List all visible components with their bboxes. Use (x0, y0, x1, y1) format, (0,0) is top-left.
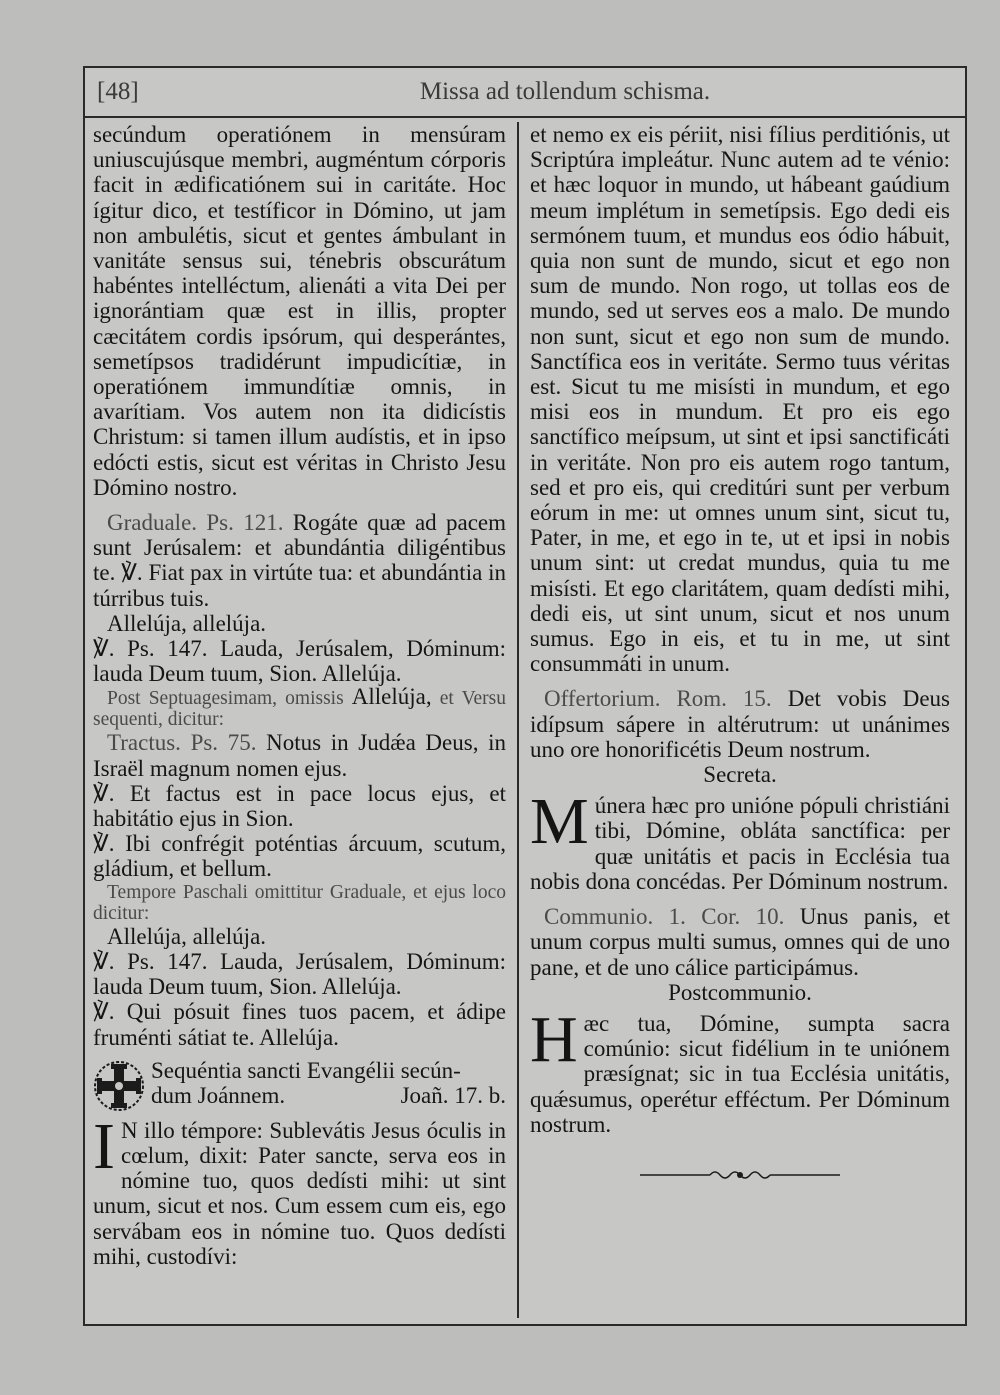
alleluia-verse: ℣. Ps. 147. Lauda, Jerúsalem, Dóminum: lauda Deum tuum, Sion. Allelúja. (93, 636, 506, 687)
secreta-dropcap: M (530, 785, 589, 859)
postcommunio-block (530, 1002, 950, 1137)
gospel-heading-line-2: dum Joánnem. (151, 1082, 286, 1108)
gospel-heading-line-2-row (151, 1083, 506, 1108)
running-head (85, 68, 965, 118)
rubric-septuagesima-c: et Versu sequenti, dicitur: (93, 688, 506, 731)
rubric-paschal: Tempore Paschali omittitur Graduale, et ejus loco dicitur: (93, 881, 506, 924)
communio-label: Communio. 1. Cor. 10. (544, 904, 785, 930)
column-divider (517, 122, 519, 1318)
gospel-citation: Joañ. 17. b. (400, 1082, 506, 1108)
offertorium (530, 686, 950, 762)
tractus-versicle-1: ℣. Et factus est in pace locus ejus, et habitátio ejus in Sion. (93, 780, 506, 832)
gospel-heading-line-1: Sequéntia sancti Evangélii secún- (151, 1057, 461, 1083)
alleluia-paschal-verse-2: ℣. Qui pósuit fines tuos pacem, et ádipe fruménti sátiat te. Allelúja. (93, 999, 506, 1050)
graduale-versicle: ℣. Fiat pax in virtúte tua: et abundántia in túrribus tuis. (93, 560, 506, 611)
gospel-text-block (93, 1109, 506, 1269)
secreta-block (530, 785, 950, 894)
alleluia-paschal: Allelúja, allelúja. (107, 923, 267, 949)
tractus-text: Notus in Judǽa Deus, in Israël magnum nomen ejus. (93, 730, 506, 781)
rubric-septuagesima-a: Post Septuagesimam, omissis (107, 688, 344, 710)
gospel-dropcap: I (93, 1109, 115, 1183)
left-column (93, 122, 506, 1269)
alleluia-paschal-verse-1: ℣. Ps. 147. Lauda, Jerúsalem, Dóminum: lauda Deum tuum, Sion. Allelúja. (93, 948, 506, 1000)
gospel-text: N illo témpore: Sublevátis Jesus óculis in cœlum, dixit: Pater sancte, serva eos in nómine tuo, quos dedísti mihi: ut sint unum, sicut et nos. Cum essem cum eis, ego servábam eos in nómine tuo. Quos dedísti mihi, custodívi: (93, 1117, 506, 1269)
running-title: Missa ad tollendum schisma. (419, 78, 711, 105)
end-ornament (530, 1163, 950, 1188)
alleluia: Allelúja, allelúja. (107, 610, 267, 636)
secreta-text: únera hæc pro unióne pópuli christiáni tibi, Dómine, obláta sanctífica: per quæ unitátis et pacis in Ecclésia tua nobis dona concédas. Per Dóminum nostrum. (530, 793, 950, 894)
tractus-label: Tractus. Ps. 75. (107, 730, 257, 756)
offertorium-label: Offertorium. Rom. 15. (544, 686, 772, 712)
offertorium-text: Det vobis Deus idípsum sápere in altérutrum: ut unánimes uno ore honorificétis Deum nostrum. (530, 686, 950, 762)
communio (530, 904, 950, 980)
communio-text: Unus panis, et unum corpus multi sumus, omnes qui de uno pane, et de uno cálice participámus. (530, 904, 951, 980)
graduale (93, 510, 506, 611)
tailpiece-ornament-icon (640, 1167, 840, 1183)
gospel-heading-text (151, 1058, 506, 1108)
postcommunio-dropcap: H (530, 1002, 578, 1076)
ornamental-cross-icon (93, 1060, 145, 1112)
secreta-heading: Secreta. (703, 762, 777, 788)
postcommunio-text: æc tua, Dómine, sumpta sacra comúnio: sicut fidélium in te uniónem præsígnat; sic in tua Ecclésia unitátis, quǽsumus, operétur efféctum. Per Dóminum nostrum. (530, 1010, 950, 1137)
graduale-label: Graduale. Ps. 121. (107, 510, 284, 536)
tractus-versicle-2: ℣. Ibi confrégit poténtias árcuum, scutum, gládium, et bellum. (93, 831, 506, 882)
graduale-text: Rogáte quæ ad pacem sunt Jerúsalem: et abundántia diligéntibus te. (93, 510, 507, 586)
epistle-end: secúndum operatiónem in mensúram uniuscujúsque membri, augméntum córporis facit in ædificatiónem sui in caritáte. Hoc ígitur dico, et testíficor in Dómino, ut jam non ambulétis, sicut et gentes ámbulant in vanitáte sensus sui, ténebris obscurátum habéntes intelléctum, alienáti a vita Dei per ignorántiam quæ est in illis, propter cæcitátem cordis ipsórum, qui desperántes, semetípsos tradidérunt impudicítiæ, in operatiónem immundítiæ omnis, in avarítiam. Vos autem non ita didicístis Christum: si tamen illum audístis, et in ipso edócti estis, sicut est véritas in Christo Jesu Dómino nostro. (93, 122, 506, 500)
gospel-heading (93, 1058, 506, 1112)
postcommunio-heading: Postcommunio. (668, 979, 812, 1005)
right-column (530, 122, 950, 1188)
page-number: [48] (97, 78, 139, 105)
rubric-septuagesima-b: Allelúja, (351, 684, 432, 710)
rubric-septuagesima (93, 686, 506, 730)
gospel-continued: et nemo ex eis périit, nisi fílius perditiónis, ut Scriptúra impleátur. Nunc autem ad te vénio: et hæc loquor in mundo, ut hábeant gaúdium meum implétum in semetípsis. Ego dedi eis sermónem tuum, et mundus eos ódio hábuit, quia non sunt de mundo, sicut et ego non sum de mundo. Non rogo, ut tollas eos de mundo, sed ut serves eos a malo. De mundo non sunt, sicut et ego non sum de mundo. Sanctífica eos in veritáte. Sermo tuus véritas est. Sicut tu me misísti in mundum, et ego misi eos in mundum. Et pro eis ego sanctífico meípsum, ut sint et ipsi sanctificáti in veritáte. Non pro eis autem rogo tantum, sed et pro eis, qui creditúri sunt per verbum eórum in me: ut omnes unum sint, sicut tu, Pater, in me, et ego in te, ut et ipsi in nobis unum sint: ut credat mundus, quia tu me misísti. Et ego claritátem, quam dedísti mihi, dedi eis, ut sint unum, sicut et nos unum sumus. Ego in eis, et tu in me, ut sint consummáti in unum. (530, 122, 950, 677)
tractus (93, 730, 506, 780)
page-frame (83, 66, 967, 1326)
